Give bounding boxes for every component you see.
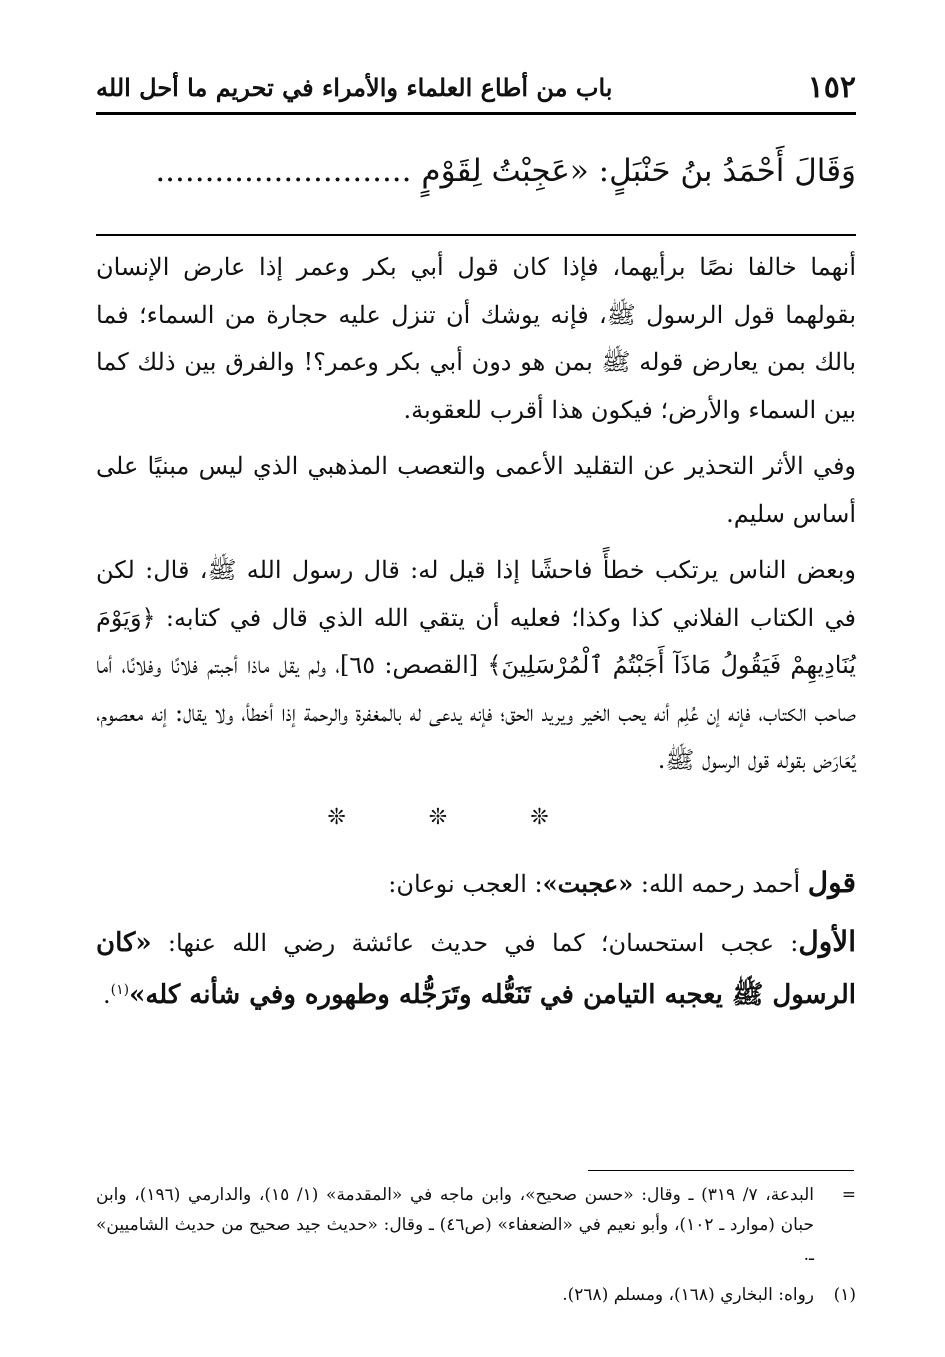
footnote-text: رواه: البخاري (١٦٨)، ومسلم (٢٦٨). [562, 1285, 814, 1305]
running-title: باب من أطاع العلماء والأمراء في تحريم ما أحل الله [96, 72, 613, 102]
paragraph-4-part-a: أحمد رحمه الله: [633, 870, 808, 898]
page-header [96, 62, 856, 115]
commentary-paragraph-4 [96, 859, 856, 909]
commentary-paragraph-5 [96, 918, 856, 1020]
footnote-reference[interactable]: (١) [110, 982, 130, 998]
commentary-paragraph-1: أنهما خالفا نصًا برأيهما، فإذا كان قول أبي بكر وعمر إذا عارض الإنسان بقولهما قول الرسول ﷺ، فإنه يوشك أن تنزل عليه حجارة من السماء؛ فما بالك بمن يعارض قوله ﷺ بمن هو دون أبي بكر وعمر؟! والفرق بين ذلك كما بين السماء والأرض؛ فيكون هذا أقرب للعقوبة. [96, 253, 856, 424]
commentary-paragraph-3 [96, 547, 856, 785]
paragraph-3-part-a: وبعض الناس يرتكب خطأً فاحشًا إذا قيل له: قال رسول الله ﷺ، قال: لكن في الكتاب الفلاني كذا وكذا؛ فعليه أن يتقي الله الذي قال في كتابه: [96, 556, 856, 632]
commentary-paragraph-2: وفي الأثر التحذير عن التقليد الأعمى والتعصب المذهبي الذي ليس مبنيًا على أساس سليم. [96, 452, 857, 528]
matn-divider [96, 234, 856, 236]
quran-verse: ﴿وَيَوْمَ يُنَادِيهِمْ فَيَقُولُ مَاذَآ أَجَبْتُمُ ٱلْمُرْسَلِينَ﴾ [96, 603, 856, 679]
matn-text: وَقَالَ أَحْمَدُ بنُ حَنْبَلٍ: «عَجِبْتُ لِقَوْمٍ .......................... [155, 153, 856, 189]
footnote-mark: (١) [833, 1285, 856, 1305]
paragraph-5-end: . [102, 981, 111, 1009]
footnote-mark: = [841, 1185, 856, 1205]
paragraph-5-part-a: : عجب استحسان؛ كما في حديث عائشة رضي الله عنها: [151, 928, 799, 957]
footnote-divider [588, 1170, 854, 1171]
footnote-continued [96, 1180, 856, 1270]
hadith-text: «كان الرسول ﷺ يعجبه التيامن في تَنَعُّله وتَرَجُّله وطهوره وفي شأنه كله» [96, 927, 856, 1010]
paragraph-3-part-b: ، ولم يقل ماذا أجبتم فلانًا وفلانًا، أما صاحب الكتاب، فإنه إن عُلِم أنه يحب الخير ويريد الحق؛ فإنه يدعى له بالمغفرة والرحمة إذا أخطأ، ولا يقال: إنه معصوم، يُعَارَض بقوله قول الرسول ﷺ. [96, 651, 856, 774]
paragraph-4-lead: قول [807, 866, 856, 899]
paragraph-5-lead: الأول [798, 924, 856, 958]
page-number: ١٥٢ [807, 69, 856, 105]
section-separator: ❊ ❊ ❊ [327, 804, 587, 830]
paragraph-4-part-b: : العجب نوعان: [388, 870, 543, 898]
footnote-1 [96, 1280, 856, 1310]
footnotes [96, 1180, 856, 1310]
quoted-word: «عجبت» [542, 869, 634, 898]
quran-reference: [القصص: ٦٥] [340, 651, 488, 679]
commentary [96, 244, 856, 1029]
footnote-text: البدعة، ٧/ ٣١٩) ـ وقال: «حسن صحيح»، وابن ماجه في «المقدمة» (١/ ١٥)، والدارمي (١٩٦)، وابن حبان (موارد ـ ١٠٢)، وأبو نعيم في «الضعفاء» (ص٤٦) ـ وقال: «حديث جيد صحيح من حديث الشاميين» ـ. [96, 1185, 814, 1265]
